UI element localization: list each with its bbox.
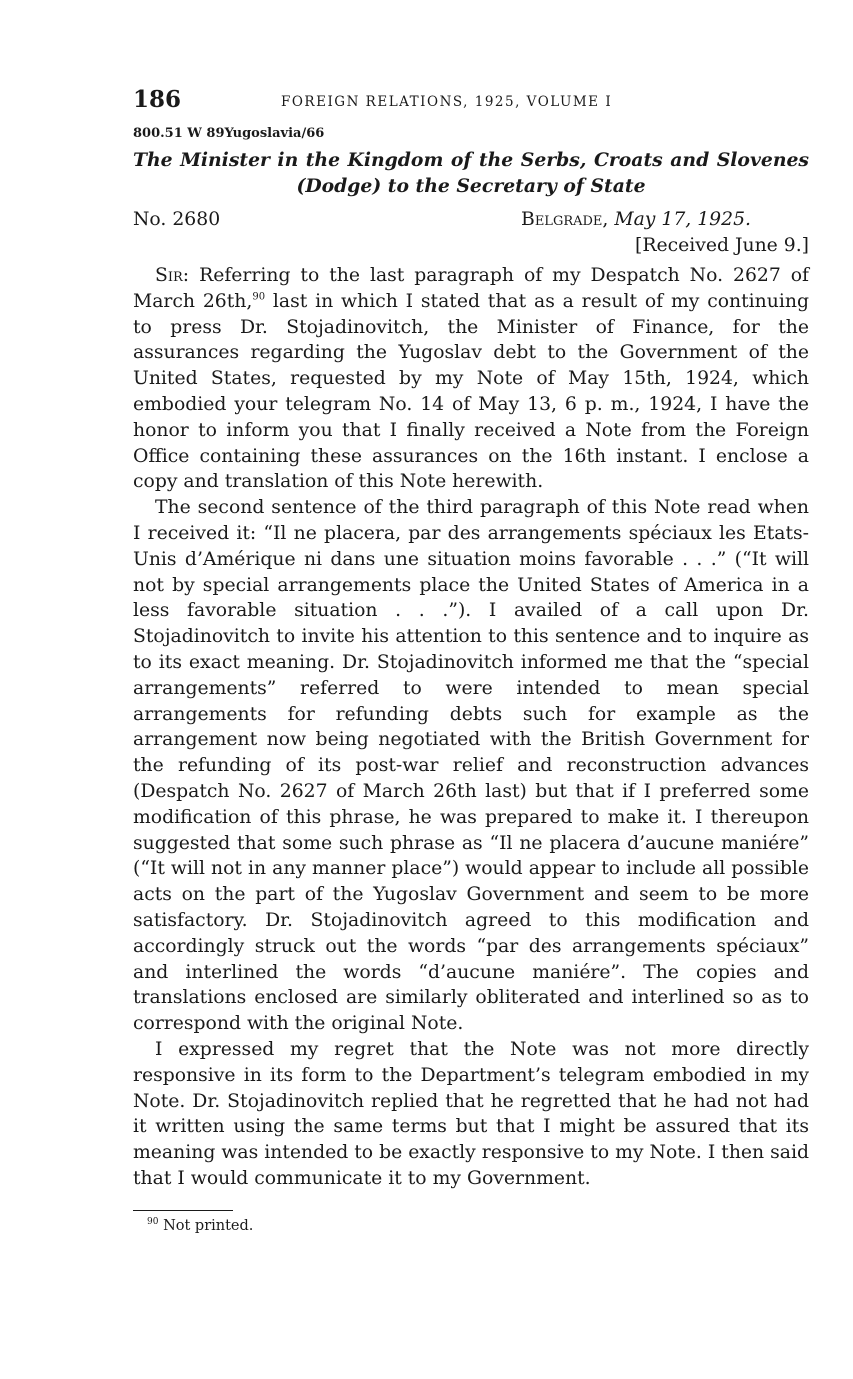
received-date: [Received June 9.]: [635, 235, 809, 256]
date: May 17, 1925.: [614, 209, 751, 230]
footnote-reference: 90: [252, 291, 266, 303]
document-heading: [133, 147, 809, 199]
letter-body: [133, 263, 809, 1192]
file-number: 800.51 W 89Yugoslavia/66: [133, 126, 325, 141]
document-page: [133, 84, 809, 1234]
paragraph-1-text-a: : Referring to the last paragraph of my Despatch No. 2627 of March 26th,: [133, 265, 809, 312]
heading-line-1: The Minister in the Kingdom of the Serbs, Croats and Slovenes: [133, 149, 809, 171]
footnote-text: Not printed.: [163, 1217, 254, 1234]
footnote-divider: [133, 1210, 233, 1211]
paragraph-1-text-b: last in which I stated that as a result of my continuing to press Dr. Stojadinovitch, the Minister of Finance, for the assurances regarding the Yugoslav debt to the Government of the United States, requested by my Note of May 15th, 1924, which embodied your telegram No. 14 of May 13, 6 p. m., 1924, I have the honor to inform you that I finally received a Note from the Foreign Office containing these assurances on the 16th instant. I enclose a copy and translation of this Note herewith.: [133, 290, 809, 493]
place: Belgrade,: [521, 209, 609, 230]
page-number: 186: [133, 86, 182, 113]
running-title: FOREIGN RELATIONS, 1925, VOLUME I: [281, 94, 613, 110]
heading-line-2: (Dodge) to the Secretary of State: [296, 175, 646, 197]
paragraph-2: The second sentence of the third paragraph of this Note read when I received it: “Il ne placera, par des arrangements spéciaux les Etats-Unis d’Amérique ni dans une situation moins favorable . . .” (“It will not by special arrangements place the United States of America in a less favorable situation . . .”). I availed of a call upon Dr. Stojadinovitch to invite his attention to this sentence and to inquire as to its exact meaning. Dr. Stojadinovitch informed me that the “special arrangements” referred to were intended to mean special arrangements for refunding debts such for example as the arrangement now being negotiated with the British Government for the refunding of its post-war relief and reconstruction advances (Despatch No. 2627 of March 26th last) but that if I preferred some modification of this phrase, he was prepared to make it. I thereupon suggested that some such phrase as “Il ne placera d’aucune maniére” (“It will not in any manner place”) would appear to include all possible acts on the part of the Yugoslav Government and seem to be more satisfactory. Dr. Stojadinovitch agreed to this modification and accordingly struck out the words “par des arrangements spéciaux” and interlined the words “d’aucune maniére”. The copies and translations enclosed are similarly obliterated and interlined so as to correspond with the original Note.: [133, 497, 809, 1035]
footnote-marker: 90: [147, 1216, 159, 1227]
dateline: [133, 209, 809, 263]
despatch-number: No. 2680: [133, 209, 221, 230]
running-head: [133, 84, 809, 120]
paragraph-1: [133, 263, 809, 495]
footnote: [147, 1217, 809, 1234]
salutation: Sir: [155, 265, 183, 286]
paragraph-3: I expressed my regret that the Note was not more directly responsive in its form to the Department’s telegram embodied in my Note. Dr. Stojadinovitch replied that he regretted that he had not had it written using the same terms but that I might be assured that its meaning was intended to be exactly responsive to my Note. I then said that I would communicate it to my Government.: [133, 1038, 809, 1189]
place-and-date: [521, 209, 751, 230]
